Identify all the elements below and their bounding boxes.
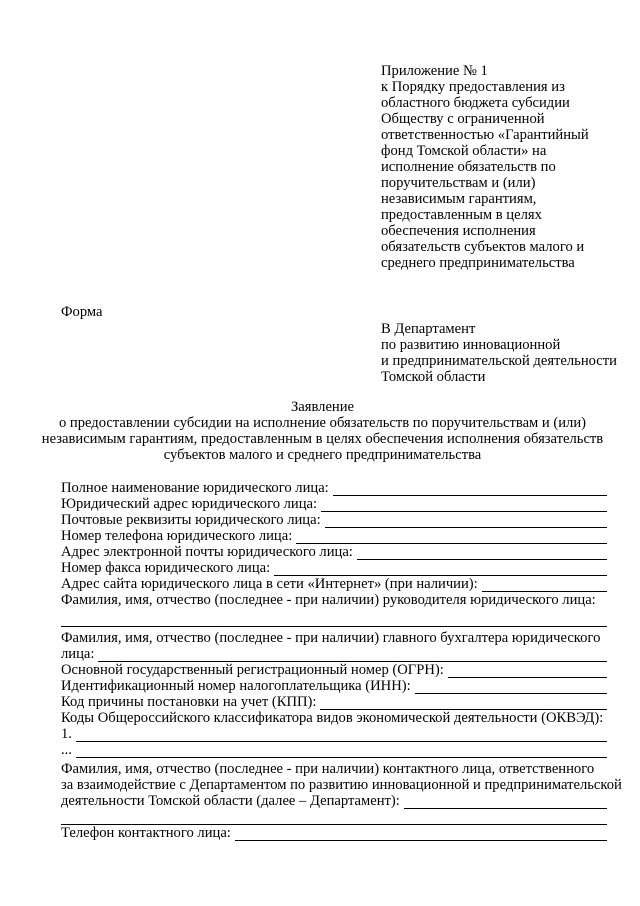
fax-input-line[interactable]: [274, 562, 607, 576]
okved-item-more-field: [61, 742, 607, 758]
contact-phone-input-line[interactable]: [235, 827, 607, 841]
accountant-label: Фамилия, имя, отчество (последнее - при наличии) главного бухгалтера юридического: [61, 630, 601, 646]
okved-item-more-input-line[interactable]: [76, 744, 607, 758]
contact-label-end: деятельности Томской области (далее – Департамент):: [61, 793, 400, 809]
addressee: [381, 321, 631, 385]
fax-field: [61, 560, 607, 576]
form-label: Форма: [61, 304, 103, 320]
appendix-line: фонд Томской области» на: [381, 143, 547, 159]
kpp-label: Код причины постановки на учет (КПП):: [61, 694, 317, 710]
email-input-line[interactable]: [357, 546, 607, 560]
accountant-field: [61, 646, 607, 662]
contact-field: [61, 793, 607, 809]
okved-item-more-label: ...: [61, 742, 72, 758]
addressee-line: по развитию инновационной: [381, 337, 561, 353]
title-line: независимым гарантиям, предоставленным в целях обеспечения исполнения обязательств: [41, 431, 604, 447]
full-name-field: [61, 480, 607, 496]
ogrn-field: [61, 662, 607, 678]
inn-field: [61, 678, 607, 694]
inn-label: Идентификационный номер налогоплательщика (ИНН):: [61, 678, 411, 694]
appendix-line: Приложение № 1: [381, 63, 488, 79]
appendix-line: предоставленным в целях: [381, 207, 542, 223]
appendix-line: Обществу с ограниченной: [381, 111, 545, 127]
contact-input-line[interactable]: [404, 795, 607, 809]
appendix-line: областного бюджета субсидии: [381, 95, 570, 111]
appendix-line: к Порядку предоставления из: [381, 79, 565, 95]
contact-label-cont: за взаимодействие с Департаментом по развитию инновационной и предпринимательской: [61, 777, 622, 793]
contact-extra-input-line[interactable]: [61, 811, 607, 825]
okved-item-1-label: 1.: [61, 726, 72, 742]
full-name-label: Полное наименование юридического лица:: [61, 480, 329, 496]
addressee-line: В Департамент: [381, 321, 476, 337]
addressee-line: Томской области: [381, 369, 486, 385]
appendix-note: [381, 63, 631, 271]
appendix-line: обязательств субъектов малого и: [381, 239, 585, 255]
phone-field: [61, 528, 607, 544]
website-input-line[interactable]: [482, 578, 607, 592]
contact-extra-field: [61, 809, 607, 825]
addressee-line: и предпринимательской деятельности: [381, 353, 617, 369]
document-title: [40, 399, 605, 463]
okved-item-1-field: [61, 726, 607, 742]
appendix-line: независимым гарантиям,: [381, 191, 537, 207]
legal-address-input-line[interactable]: [321, 498, 607, 512]
legal-address-field: [61, 496, 607, 512]
phone-input-line[interactable]: [296, 530, 607, 544]
head-name-input-line[interactable]: [61, 613, 607, 627]
email-label: Адрес электронной почты юридического лица:: [61, 544, 353, 560]
title-heading: Заявление: [290, 399, 355, 415]
full-name-input-line[interactable]: [333, 482, 607, 496]
inn-input-line[interactable]: [415, 680, 607, 694]
kpp-input-line[interactable]: [320, 696, 607, 710]
appendix-line: обеспечения исполнения: [381, 223, 536, 239]
postal-details-input-line[interactable]: [325, 514, 607, 528]
okved-label: Коды Общероссийского классификатора видов экономической деятельности (ОКВЭД):: [61, 710, 604, 726]
website-field: [61, 576, 607, 592]
postal-details-label: Почтовые реквизиты юридического лица:: [61, 512, 321, 528]
appendix-line: ответственностью «Гарантийный: [381, 127, 589, 143]
appendix-line: поручительствам и (или): [381, 175, 536, 191]
legal-address-label: Юридический адрес юридического лица:: [61, 496, 318, 512]
phone-label: Номер телефона юридического лица:: [61, 528, 293, 544]
kpp-field: [61, 694, 607, 710]
fax-label: Номер факса юридического лица:: [61, 560, 271, 576]
ogrn-label: Основной государственный регистрационный номер (ОГРН):: [61, 662, 444, 678]
contact-phone-label: Телефон контактного лица:: [61, 825, 231, 841]
title-line: о предоставлении субсидии на исполнение обязательств по поручительствам и (или): [58, 415, 587, 431]
okved-item-1-input-line[interactable]: [76, 728, 607, 742]
appendix-line: среднего предпринимательства: [381, 255, 575, 271]
ogrn-input-line[interactable]: [448, 664, 607, 678]
application-fields: [61, 480, 622, 841]
website-label: Адрес сайта юридического лица в сети «Интернет» (при наличии):: [61, 576, 478, 592]
contact-phone-field: [61, 825, 607, 841]
contact-label: Фамилия, имя, отчество (последнее - при наличии) контактного лица, ответственного: [61, 761, 595, 777]
appendix-line: исполнение обязательств по: [381, 159, 556, 175]
accountant-label-cont: лица:: [61, 646, 95, 662]
head-name-label: Фамилия, имя, отчество (последнее - при наличии) руководителя юридического лица:: [61, 592, 596, 608]
email-field: [61, 544, 607, 560]
accountant-input-line[interactable]: [98, 648, 607, 662]
postal-details-field: [61, 512, 607, 528]
title-line: субъектов малого и среднего предпринимательства: [163, 447, 482, 463]
head-name-field: [61, 611, 607, 627]
